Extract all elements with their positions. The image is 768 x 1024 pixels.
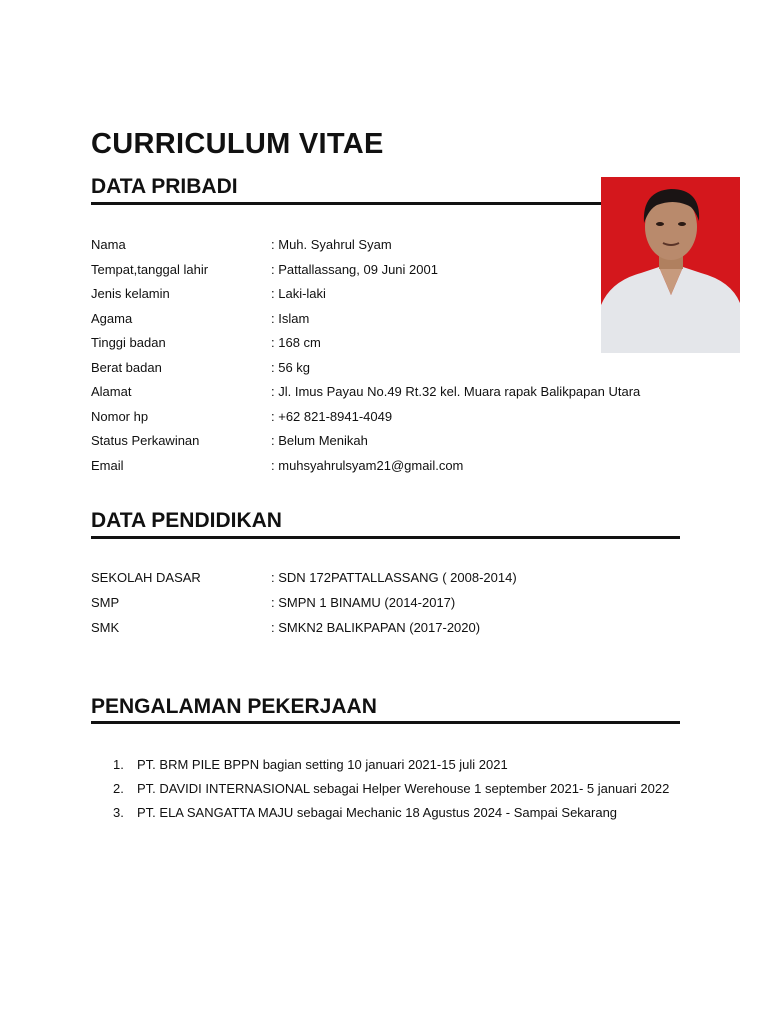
row-label: Nama <box>91 237 126 252</box>
row-value: : muhsyahrulsyam21@gmail.com <box>271 457 463 475</box>
row-label: Status Perkawinan <box>91 433 200 448</box>
list-text: PT. BRM PILE BPPN bagian setting 10 januari 2021-15 juli 2021 <box>137 757 508 772</box>
row-label: Nomor hp <box>91 409 149 424</box>
row-label: Tinggi badan <box>91 335 166 350</box>
row-value: : 56 kg <box>271 359 310 377</box>
list-number: 3. <box>113 805 124 820</box>
row-label: Jenis kelamin <box>91 286 170 301</box>
section-divider <box>91 721 680 724</box>
work-experience-list <box>91 757 681 829</box>
section-divider <box>91 202 603 205</box>
row-value: : Belum Menikah <box>271 432 368 450</box>
row-label: Email <box>91 458 124 473</box>
section-heading-work: PENGALAMAN PEKERJAAN <box>91 695 377 718</box>
row-value: : Muh. Syahrul Syam <box>271 236 392 254</box>
section-heading-personal: DATA PRIBADI <box>91 175 238 198</box>
row-label: SEKOLAH DASAR <box>91 570 201 585</box>
list-text: PT. DAVIDI INTERNASIONAL sebagai Helper Werehouse 1 september 2021- 5 januari 2022 <box>137 781 670 796</box>
profile-photo <box>601 177 740 353</box>
row-label: Berat badan <box>91 360 162 375</box>
row-label: SMP <box>91 595 120 610</box>
row-value: : SDN 172PATTALLASSANG ( 2008-2014) <box>271 569 517 587</box>
row-label: Tempat,tanggal lahir <box>91 262 209 277</box>
page-title: CURRICULUM VITAE <box>91 128 384 160</box>
row-value: : +62 821-8941-4049 <box>271 408 392 426</box>
section-heading-education: DATA PENDIDIKAN <box>91 509 282 532</box>
row-value: : 168 cm <box>271 334 321 352</box>
list-item <box>91 757 681 772</box>
section-divider <box>91 536 680 539</box>
list-item <box>91 781 681 796</box>
row-value: : SMKN2 BALIKPAPAN (2017-2020) <box>271 619 480 637</box>
list-number: 2. <box>113 781 124 796</box>
row-value: : Pattallassang, 09 Juni 2001 <box>271 261 438 279</box>
row-value: : Islam <box>271 310 309 328</box>
row-value: : SMPN 1 BINAMU (2014-2017) <box>271 594 455 612</box>
row-label: Agama <box>91 311 133 326</box>
list-item <box>91 805 681 820</box>
row-label: Alamat <box>91 384 132 399</box>
row-value: : Jl. Imus Payau No.49 Rt.32 kel. Muara rapak Balikpapan Utara <box>271 383 640 401</box>
row-value: : Laki-laki <box>271 285 326 303</box>
list-number: 1. <box>113 757 124 772</box>
list-text: PT. ELA SANGATTA MAJU sebagai Mechanic 18 Agustus 2024 - Sampai Sekarang <box>137 805 618 820</box>
row-label: SMK <box>91 620 120 635</box>
